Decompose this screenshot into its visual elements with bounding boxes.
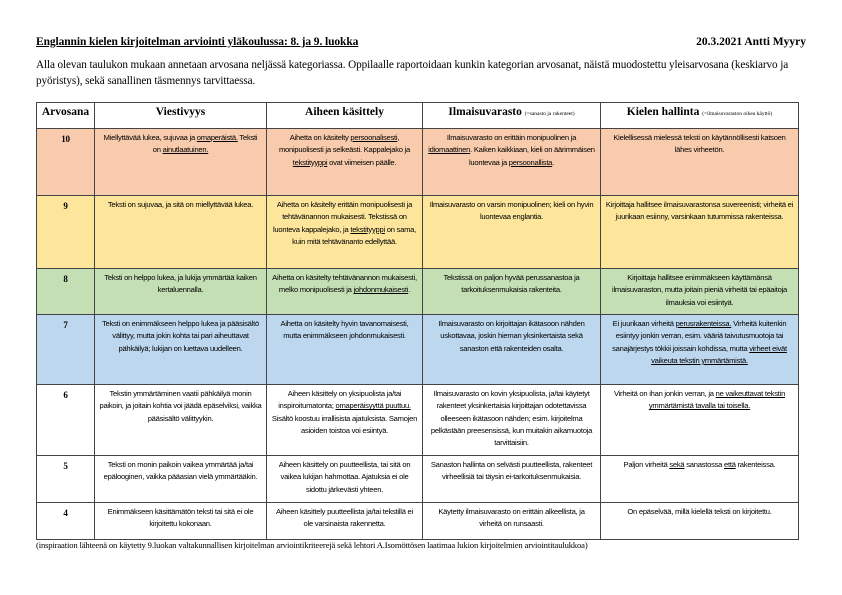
underlined-text: omaperäisyyttä puuttuu. [335,401,411,411]
cell-text: . [552,157,555,167]
viestivyys-cell [95,129,267,196]
underlined-text: ainutlaatuinen. [162,145,209,155]
grade-cell: 5 [37,456,95,503]
cell-text: Paljon virheitä [623,460,670,469]
kieli-cell: Kirjoittaja hallitsee ilmaisuvarastonsa suvereenisti; virheitä ei juurikaan esiinny, varsinkaan tutummissa rakenteissa. [601,196,799,269]
underlined-text: perusrakenteissa. [675,319,732,328]
kieli-cell [601,315,799,385]
underlined-text: että [724,460,736,469]
aihe-cell [267,196,423,269]
aihe-cell [267,385,423,456]
kieli-cell: Kirjoittaja hallitsee enimmäkseen käyttämänsä ilmaisuvaraston, mutta joitain pieniä virheitä tai epäaitoja ilmauksia voi esiintyä. [601,269,799,315]
kieli-cell: Kielellisessä mielessä teksti on käytännöllisesti katsoen lähes virheetön. [601,129,799,196]
viestivyys-cell: Enimmäkseen käsittämätön teksti tai sitä ei ole kirjoitettu kokonaan. [95,503,267,540]
underlined-text: idiomaattinen [428,145,471,155]
table-header-row [37,103,799,129]
table-row-grade-6 [37,385,799,456]
aihe-cell: Aihetta on käsitelty hyvin tavanomaisesti, mutta enimmäkseen johdonmukaisesti. [267,315,423,385]
cell-text: Aihetta on käsitelty erittäin monipuolisesti ja tehtävänannon mukaisesti. Tekstissä on luonteva kappalejako, ja [272,200,413,234]
grade-cell: 9 [37,196,95,269]
header-row [36,36,806,52]
header-viestivyys: Viestivyys [95,103,267,129]
cell-text: Virheitä on ihan jonkin verran, ja [613,389,716,398]
underlined-text: omaperäistä. [196,133,238,142]
header-grade: Arvosana [37,103,95,129]
ilmaisu-cell: Käytetty ilmaisuvarasto on erittäin alkeellista, ja virheitä on runsaasti. [423,503,601,540]
cell-text: rakenteissa. [735,460,776,469]
underlined-text: tekstityyppi [350,224,385,234]
underlined-text: tekstityyppi [292,157,328,167]
viestivyys-cell: Tekstin ymmärtäminen vaatii pähkäilyä monin paikoin, ja joitain kohtia voi jäädä epäselviksi, vaikka pääsisältö välittyykin. [95,385,267,456]
footnote: (inspiraation lähteenä on käytetty 9.luokan valtakunnallisen kirjoitelman arviointikriteerejä sekä lehtori A.Isomöttösen laatimaa lukion kirjoitelmien arviointitaulukkoa) [36,540,588,550]
intro-paragraph: Alla olevan taulukon mukaan annetaan arvosana neljässä kategoriassa. Oppilaalle raportoidaan kunkin kategorian arvosanat, näistä muodostettu yleisarvosana (keskiarvo ja pyöristys), sekä sanallinen täsmennys tarvittaessa. [36,59,789,87]
table-row-grade-9 [37,196,799,269]
kieli-cell: On epäselvää, millä kielellä teksti on kirjoitettu. [601,503,799,540]
cell-text: Sisältö koostuu irrallisista ajatuksista. Samojen asioiden toistoa voi esiintyä. [271,413,418,435]
kieli-cell [601,385,799,456]
cell-text: ovat viimeisen päälle. [327,157,397,167]
aihe-cell: Aiheen käsittely puutteellista ja/tai tekstillä ei ole varsinaista rakennetta. [267,503,423,540]
table-row-grade-4 [37,503,799,540]
header-aiheen-kasittely: Aiheen käsittely [267,103,423,129]
date-author: 20.3.2021 Antti Myyry [696,36,806,48]
grade-cell: 10 [37,129,95,196]
header-ilmaisuvarasto-label: Ilmaisuvarasto [448,106,522,118]
table-row-grade-8 [37,269,799,315]
ilmaisu-cell: Ilmaisuvarasto on kovin yksipuolista, ja/tai käytetyt rakenteet yksinkertaisia kirjoittajan odotettavissa olleeseen ikätasoon nähden; esim. kirjoitelma pelkästään preesensissä, kun muitakin aikamuotoja tarvittaisiin. [423,385,601,456]
ilmaisu-cell: Ilmaisuvarasto on varsin monipuolinen; kieli on hyvin luontevaa englantia. [423,196,601,269]
header-ilmaisuvarasto [423,103,601,129]
aihe-cell [267,269,423,315]
header-ilmaisuvarasto-note: (=sanasto ja rakenteet) [524,111,575,117]
header-kielen-hallinta [601,103,799,129]
cell-text: , monipuolisesti ja selkeästi. Kappalejako ja [278,133,411,155]
ilmaisu-cell: Ilmaisuvarasto on kirjoittajan ikätasoon nähden uskottavaa, joskin hieman yksinkertaista sekä sanaston että rakenteiden osalta. [423,315,601,385]
underlined-text: persoonallista [508,157,553,167]
cell-text: Aihetta on käsitelty [289,133,351,142]
cell-text: sanastossa [684,460,724,469]
cell-text: Aiheen käsittely on yksipuolista ja/tai inspiroitumatonta; [278,389,402,411]
document-title: Englannin kielen kirjoitelman arviointi yläkoulussa: 8. ja 9. luokka [36,36,359,48]
underlined-text: virheet eivät vaikeuta tekstin ymmärtämistä. [651,343,787,365]
table-row-grade-5 [37,456,799,503]
cell-text: Virheitä kuitenkin esiintyy jonkin verran, esim. vääriä taivutusmuotoja tai sanajärjestys tökkii joissain kohdissa, mutta [612,319,787,353]
cell-text: Teksti on [152,133,258,155]
viestivyys-cell: Teksti on sujuvaa, ja sitä on miellyttävää lukea. [95,196,267,269]
underlined-text: persoonalisesti [350,133,398,142]
grade-cell: 7 [37,315,95,385]
ilmaisu-cell: Sanaston hallinta on selvästi puutteellista, rakenteet virheellisiä tai täysin ei-tarkoituksenmukaisia. [423,456,601,503]
kieli-cell [601,456,799,503]
underlined-text: johdonmukaisesti [353,285,409,295]
header-kielen-hallinta-label: Kielen hallinta [626,106,700,118]
cell-text: . Kaiken kaikkiaan, kieli on äärimmäisen luontevaa ja [468,145,595,167]
underlined-text: ne vaikeuttavat tekstin ymmärtämistä tavalla tai toisella. [648,389,786,411]
cell-text: Ilmaisuvarasto on erittäin monipuolinen ja [446,133,577,142]
grade-cell: 6 [37,385,95,456]
viestivyys-cell: Teksti on enimmäkseen helppo lukea ja pääsisältö välittyy, mutta jokin kohta tai pari aiheuttavat pähkäilyä; lukijan on luettava uudelleen. [95,315,267,385]
table-row-grade-10 [37,129,799,196]
grade-cell: 4 [37,503,95,540]
underlined-text: sekä [669,460,685,469]
cell-text: Ei juurikaan virheitä [612,319,676,328]
aihe-cell: Aiheen käsittely on puutteellista, tai sitä on vaikea lukijan hahmottaa. Ajatuksia ei ole sidottu järkevästi yhteen. [267,456,423,503]
ilmaisu-cell: Tekstissä on paljon hyvää perussanastoa ja tarkoituksenmukaisia rakenteita. [423,269,601,315]
grading-rubric-table [36,102,799,540]
grade-cell: 8 [37,269,95,315]
ilmaisu-cell [423,129,601,196]
cell-text: . [408,285,411,295]
viestivyys-cell: Teksti on helppo lukea, ja lukija ymmärtää kaiken kertaluennalla. [95,269,267,315]
cell-text: on sama, kuin mitä tehtävänanto edellyttää. [292,224,416,246]
cell-text: Miellyttävää lukea, sujuvaa ja [103,133,197,142]
aihe-cell [267,129,423,196]
table-row-grade-7 [37,315,799,385]
header-kielen-hallinta-note: (=ilmaisuvaraston oikea käyttö) [702,111,773,117]
viestivyys-cell: Teksti on monin paikoin vaikea ymmärtää ja/tai epälooginen, vaikka pääasian vielä ymmärtääkin. [95,456,267,503]
cell-text: Aihetta on käsitelty tehtävänannon mukaisesti, melko monipuolisesti ja [272,273,417,295]
